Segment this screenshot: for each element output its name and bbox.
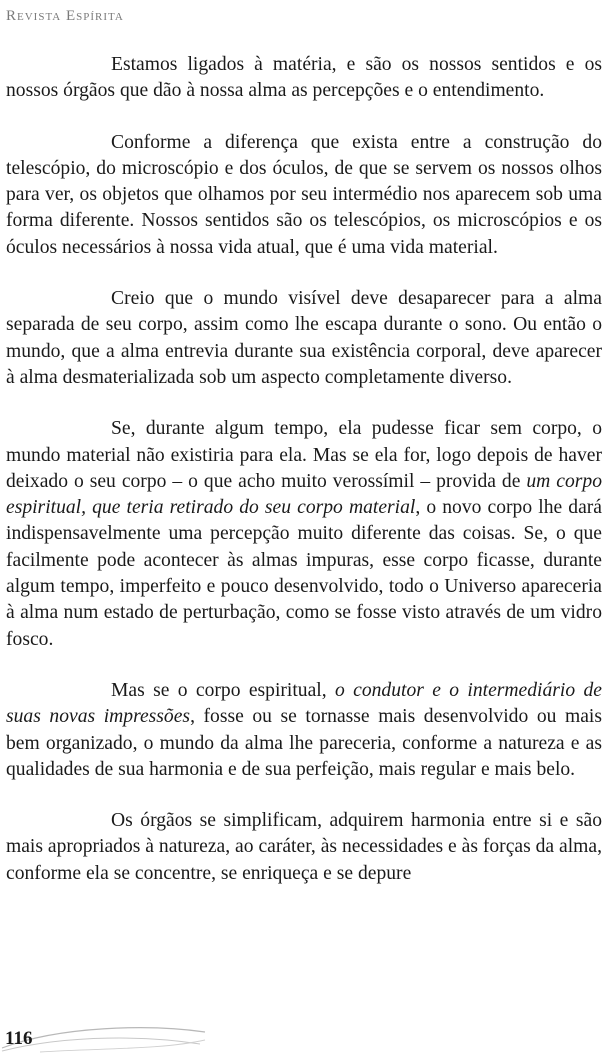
running-head: Revista Espírita bbox=[6, 8, 124, 24]
paragraph bbox=[6, 416, 602, 653]
paragraph-text: Estamos ligados à matéria, e são os nossos sentidos e os nossos órgãos que dão à nossa alma as percepções e o entendimento. bbox=[6, 54, 602, 102]
paragraph-text: Conforme a diferença que exista entre a construção do telescópio, do microscópio e dos óculos, de que se servem os nossos olhos para ver, os objetos que olhamos por seu intermédio nos aparecem sob uma forma diferente. Nossos sentidos são os telescópios, os microscópios e os óculos necessários à nossa vida atual, que é uma vida material. bbox=[6, 131, 602, 258]
italic-text: o condutor e o intermediário de suas novas impressões bbox=[6, 679, 602, 728]
paragraph-text: , fosse ou se tornasse mais desenvolvido ou mais bem organizado, o mundo da alma lhe pareceria, conforme a natureza e as qualidades de sua harmonia e de sua perfeição, mais regular e mais belo. bbox=[6, 706, 602, 780]
paragraph-text: , o novo corpo lhe dará indispensavelmente uma percepção muito diferente das coisas. Se, o que facilmente pode acontecer às almas impuras, esse corpo ficasse, durante algum tempo, imperfeito e pouco desenvolvido, todo o Universo apareceria à alma num estado de perturbação, como se fosse visto através de um vidro fosco. bbox=[6, 497, 602, 650]
paragraph bbox=[6, 286, 602, 391]
paragraph bbox=[6, 678, 602, 783]
paragraph-text: Mas se o corpo espiritual, bbox=[111, 679, 335, 701]
body-text bbox=[6, 52, 602, 887]
italic-text: um corpo espiritual, que teria retirado do seu corpo material bbox=[6, 470, 602, 519]
paragraph bbox=[6, 52, 602, 105]
paragraph-text: Os órgãos se simplificam, adquirem harmonia entre si e são mais apropriados à natureza, ao caráter, às necessidades e às forças da alma, conforme ela se concentre, se enriqueça e se depure bbox=[6, 810, 602, 884]
swoosh-ornament-icon bbox=[0, 1018, 260, 1058]
paragraph-text: Se, durante algum tempo, ela pudesse ficar sem corpo, o mundo material não existiria para ela. Mas se ela for, logo depois de haver deixado o seu corpo – o que acho muito verossímil – provida de bbox=[6, 418, 602, 492]
paragraph bbox=[6, 130, 602, 261]
page-number: 116 bbox=[5, 1028, 33, 1049]
paragraph bbox=[6, 808, 602, 887]
paragraph-text: Creio que o mundo visível deve desaparecer para a alma separada de seu corpo, assim como lhe escapa durante o sono. Ou então o mundo, que a alma entrevia durante sua existência corporal, deve aparecer à alma desmaterializada sob um aspecto completamente diverso. bbox=[6, 288, 602, 388]
